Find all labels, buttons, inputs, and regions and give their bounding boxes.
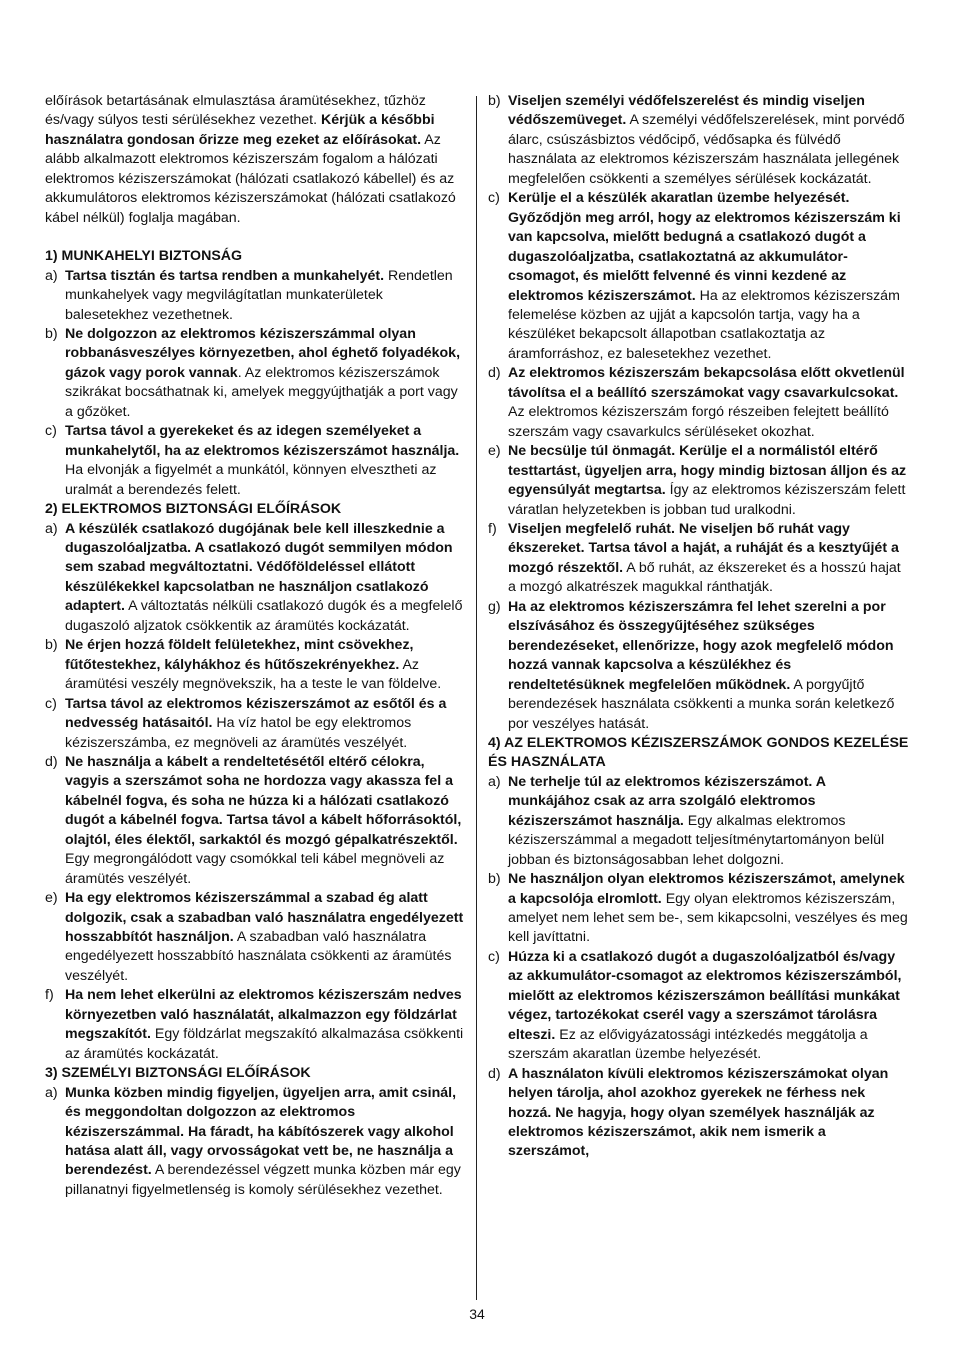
- list-item: c) Húzza ki a csatlakozó dugót a dugaszolóaljzatból és/vagy az akkumulátor-csomagot az elektromos kéziszerszámból, mielőtt az elektromos kéziszerszámon beállítási munkákat végez, tartozékokat cserél vagy a szerszámot tárolásra elteszi. Ez az elővigyázatossági intézkedés meggátolja a szerszám akaratlan üzembe helyezését.: [488, 948, 902, 1063]
- page-number: 34: [469, 1306, 485, 1322]
- list-item: c) Tartsa távol az elektromos kéziszerszámot az esőtől és a nedvesség hatásaitól. Ha víz hatol be egy elektromos kéziszerszámba, ez megnöveli az áramütés veszélyét.: [45, 695, 447, 751]
- list-item: c) Tartsa távol a gyerekeket és az idegen személyeket a munkahelytől, ha az elektromos kéziszerszámot használja. Ha elvonják a figyelmét a munkától, könnyen elvesztheti az uralmát a berendezés felett.: [45, 423, 460, 498]
- list-item: b) Ne dolgozzon az elektromos kéziszerszámmal olyan robbanásveszélyes környezetben, ahol éghető folyadékok, gázok vagy porok vannak. Az elektromos kéziszerszámok szikrákat bocsáthatnak ki, amelyek meggyújthatják a port vagy a gőzöket.: [45, 325, 461, 420]
- list-item: b) Ne érjen hozzá földelt felületekhez, mint csövekhez, fűtőtestekhez, kályhákhoz és hűtőszekrényekhez. Az áramütési veszély megnövekszik, ha a teste le van földelve.: [45, 637, 442, 693]
- list-item: c) Kerülje el a készülék akaratlan üzembe helyezését. Győződjön meg arról, hogy az elektromos kéziszerszám ki van kapcsolva, mielőtt bedugná a csatlakozó dugót a dugaszolóaljzatba, csatlakoztatná az akkumulátor-csomagot, és mielőtt felvenné és vinni kezdené az elektromos kéziszerszámot. Ha az elektromos kéziszerszám felemelése közben az ujját a kapcsolón tartja, vagy ha a készüléket bekapcsolt állapotban csatlakoztatja az áramforráshoz, ez balesetekhez vezethet.: [488, 190, 901, 362]
- column-divider: [476, 96, 477, 1300]
- list-item: d) Ne használja a kábelt a rendeltetésétől eltérő célokra, vagyis a szerszámot soha ne hordozza vagy akassza fel a kábelnél fogva, és soha ne húzza ki a hálózati csatlakozó dugót a kábelnél fogva. Tartsa távol a kábelt hőforrásoktól, olajtól, éles élektől, sarkaktól és mozgó gépalkatrészektől. Egy megrongálódott vagy csomókkal teli kábel megnöveli az áramütés veszélyét.: [45, 753, 462, 887]
- section-heading: 1) MUNKAHELYI BIZTONSÁG: [45, 248, 243, 265]
- list-item: a) Tartsa tisztán és tartsa rendben a munkahelyét. Rendetlen munkahelyek vagy megvilágítatlan munkaterületek balesetekhez vezethetnek.: [45, 267, 453, 323]
- section-heading: 3) SZEMÉLYI BIZTONSÁGI ELŐÍRÁSOK: [45, 1065, 311, 1082]
- list-item: d) Az elektromos kéziszerszám bekapcsolása előtt okvetlenül távolítsa el a beállító szerszámokat vagy csavarkulcsokat. Az elektromos kéziszerszám forgó részeiben felejtett beállító szerszám vagy csavarkulcs sérüléseket okozhat.: [488, 365, 905, 440]
- list-item: a) Ne terhelje túl az elektromos kéziszerszámot. A munkájához csak az arra szolgáló elektromos kéziszerszámot használja. Egy alkalmas elektromos kéziszerszámmal a megadott teljesítménytartományon belül jobban és biztonságosabban lehet dolgozni.: [488, 773, 885, 868]
- left-column: [45, 92, 465, 1200]
- list-item: b) Ne használjon olyan elektromos kéziszerszámot, amelynek a kapcsolója elromlott. Egy olyan elektromos kéziszerszám, amelyet nem lehet sem be-, sem kikapcsolni, veszélyes és meg kell javíttatni.: [488, 871, 908, 946]
- section-heading: 4) AZ ELEKTROMOS KÉZISZERSZÁMOK GONDOS KEZELÉSE ÉS HASZNÁLATA: [488, 734, 909, 771]
- list-item: e) Ne becsülje túl önmagát. Kerülje el a normálistól eltérő testtartást, ügyeljen arra, hogy mindig biztosan álljon és az egyensúlyát megtartsa. Így az elektromos kéziszerszám felett váratlan helyzetekben is jobban tud uralkodni.: [488, 443, 907, 518]
- section-heading: 2) ELEKTROMOS BIZTONSÁGI ELŐÍRÁSOK: [45, 501, 342, 518]
- intro-paragraph: előírások betartásának elmulasztása áramütésekhez, tűzhöz és/vagy súlyos testi sérülésekhez vezethet. Kérjük a későbbi használatra gondosan őrizze meg ezeket az előírásokat. Az alább alkalmazott elektromos kéziszerszám fogalom a hálózati elektromos kéziszerszámokat (hálózati csatlakozó kábellel) és az akkumulátoros elektromos kéziszerszámokat (hálózati csatlakozó kábel nélkül) foglalja magában.: [45, 93, 456, 226]
- right-column: [488, 92, 910, 1162]
- list-item: a) Munka közben mindig figyeljen, ügyeljen arra, amit csinál, és meggondoltan dolgozzon az elektromos kéziszerszámmal. Ha fáradt, ha kábítószerek vagy alkohol hatása alatt áll, vagy orvosságokat vett be, ne használja a berendezést. A berendezéssel végzett munka közben már egy pillanatnyi figyelmetlenség is komoly sérülésekhez vezethet.: [45, 1084, 461, 1198]
- list-item: b) Viseljen személyi védőfelszerelést és mindig viseljen védőszemüveget. A személyi védőfelszerelések, mint porvédő álarc, csúszásbiztos védőcipő, védősapka és fülvédő használata az elektromos kéziszerszám használata jellegének megfelelően csökkenti a személyes sérülések kockázatát.: [488, 93, 905, 187]
- list-item: e) Ha egy elektromos kéziszerszámmal a szabad ég alatt dolgozik, csak a szabadban való használatra engedélyezett hosszabbítót használjon. A szabadban való használatra engedélyezett hosszabbító használata csökkenti az áramütés veszélyét.: [45, 890, 464, 984]
- list-item: d) A használaton kívüli elektromos kéziszerszámokat olyan helyen tárolja, ahol azokhoz gyerekek ne férhess nek hozzá. Ne hagyja, hogy olyan személyek használják az elektromos kéziszerszámot, akik nem ismerik a szerszámot,: [488, 1065, 889, 1160]
- list-item: f) Ha nem lehet elkerülni az elektromos kéziszerszám nedves környezetben való használatát, alkalmazzon egy földzárlat megszakítót. Egy földzárlat megszakító alkalmazása csökkenti az áramütés kockázatát.: [45, 987, 464, 1062]
- list-item: a) A készülék csatlakozó dugójának bele kell illeszkednie a dugaszolóaljzatba. A csatlakozó dugót semmilyen módon sem szabad megváltoztatni. Védőföldeléssel ellátott készülékekkel kapcsolatban ne használjon csatlakozó adaptert. A változtatás nélküli csatlakozó dugók és a megfelelő dugaszoló aljzatok csökkentik az áramütés kockázatát.: [45, 520, 463, 634]
- list-item: f) Viseljen megfelelő ruhát. Ne viseljen bő ruhát vagy ékszereket. Tartsa távol a haját, a ruháját és a kesztyűjét a mozgó részektől. A bő ruhát, az ékszereket és a hosszú hajat a mozgó alkatrészek magukkal ránthatják.: [488, 520, 901, 596]
- list-item: g) Ha az elektromos kéziszerszámra fel lehet szerelni a por elszívásához és összegyűjtéséhez szükséges berendezéseket, ellenőrizze, hogy azok megfelelő módon hozzá vannak kapcsolva a készülékhez és rendeltetésüknek megfelelően működnek. A porgyűjtő berendezések használata csökkenti a munka során keletkező por veszélyes hatását.: [488, 598, 895, 732]
